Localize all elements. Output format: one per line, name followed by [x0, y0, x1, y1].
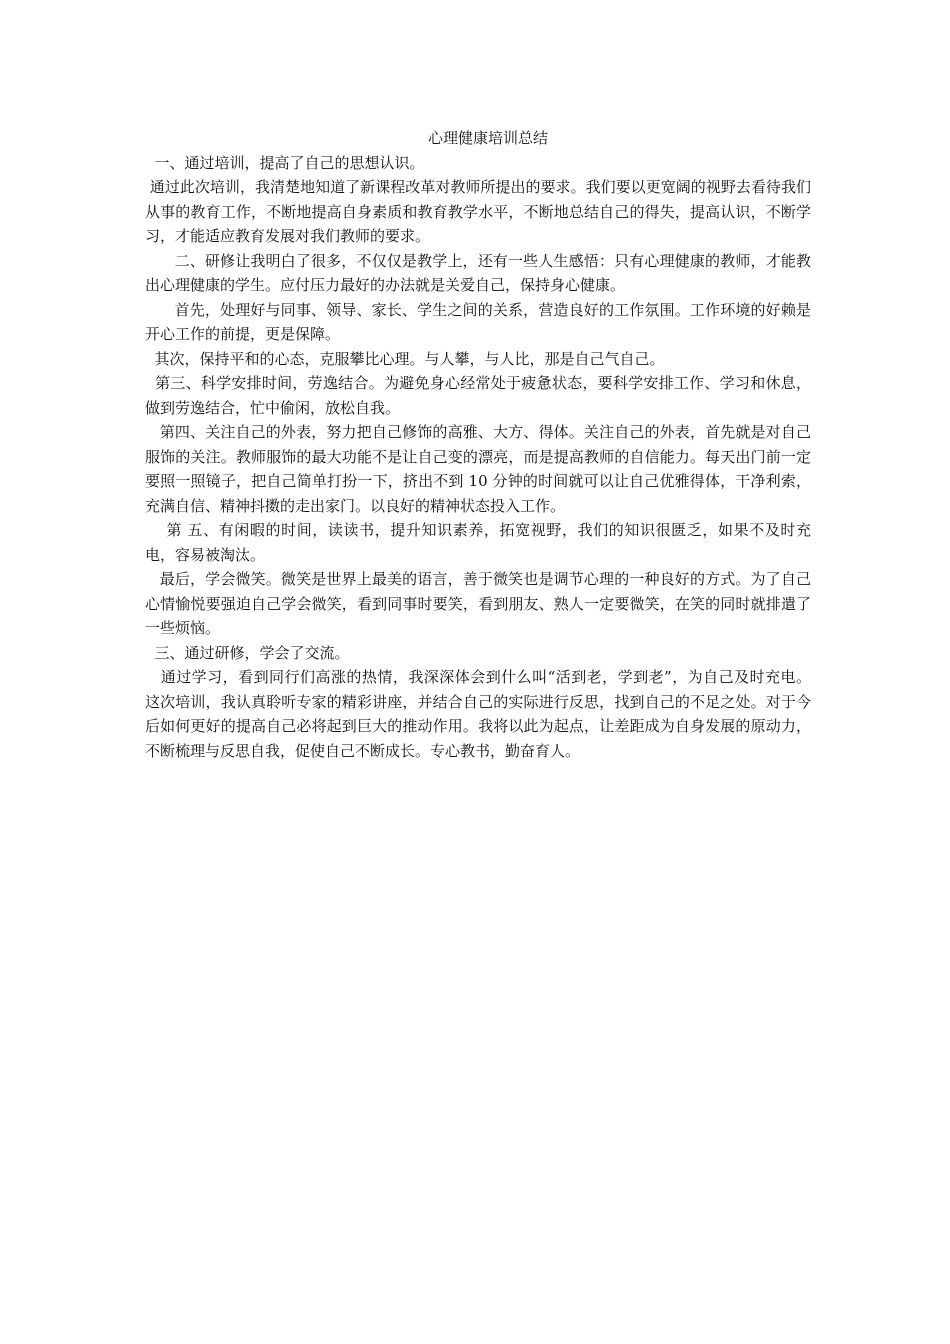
- paragraph-training-intro: 通过此次培训，我清楚地知道了新课程改革对教师所提出的要求。我们要以更宽阔的视野去看待我们从事的教育工作，不断地提高自身素质和教育教学水平，不断地总结自己的得失，提高认识，不断学习，才能适应教育发展对我们教师的要求。: [145, 178, 811, 245]
- paragraph-third: 第三、科学安排时间，劳逸结合。为避免身心经常处于疲惫状态，要科学安排工作、学习和休息，做到劳逸结合，忙中偷闲，放松自我。: [145, 374, 811, 417]
- document-body: [145, 126, 821, 763]
- section-heading-2: 二、研修让我明白了很多，不仅仅是教学上，还有一些人生感悟：只有心理健康的教师，才能教出心理健康的学生。应付压力最好的办法就是关爱自己，保持身心健康。: [145, 251, 812, 294]
- section-heading-1: 一、通过培训，提高了自己的思想认识。: [145, 153, 425, 172]
- section-heading-3: 三、通过研修，学会了交流。: [145, 643, 350, 662]
- paragraph-fourth: 第四、关注自己的外表，努力把自己修饰的高雅、大方、得体。关注自己的外表，首先就是对自己服饰的关注。教师服饰的最大功能不是让自己变的漂亮，而是提高教师的自信能力。每天出门前一定要照一照镜子，把自己简单打扮一下，挤出不到 10 分钟的时间就可以让自己优雅得体，干净利索，充满自信、精神抖擞的走出家门。以良好的精神状态投入工作。: [145, 423, 811, 515]
- paragraph-finally: 最后，学会微笑。微笑是世界上最美的语言，善于微笑也是调节心理的一种良好的方式。为了自己心情愉悦要强迫自己学会微笑，看到同事时要笑，看到朋友、熟人一定要微笑，在笑的同时就排遣了一些烦恼。: [145, 570, 811, 637]
- paragraph-second: 其次，保持平和的心态，克服攀比心理。与人攀，与人比，那是自己气自己。: [145, 349, 665, 368]
- paragraph-first: 首先，处理好与同事、领导、家长、学生之间的关系，营造良好的工作氛围。工作环境的好赖是开心工作的前提，更是保障。: [145, 300, 812, 343]
- document-title: 心理健康培训总结: [427, 129, 548, 147]
- paragraph-conclusion: 通过学习，看到同行们高涨的热情，我深深体会到什么叫“活到老，学到老”，为自己及时充电。 这次培训，我认真聆听专家的精彩讲座，并结合自己的实际进行反思，找到自己的不足之处。对于今后如何更好的提高自己必将起到巨大的推动作用。我将以此为起点，让差距成为自身发展的原动力，不断梳理与反思自我，促使自己不断成长。专心教书，勤奋育人。: [145, 668, 821, 760]
- paragraph-fifth: 第 五、有闲暇的时间，读读书，提升知识素养，拓宽视野，我们的知识很匮乏，如果不及时充电，容易被淘汰。: [145, 521, 812, 564]
